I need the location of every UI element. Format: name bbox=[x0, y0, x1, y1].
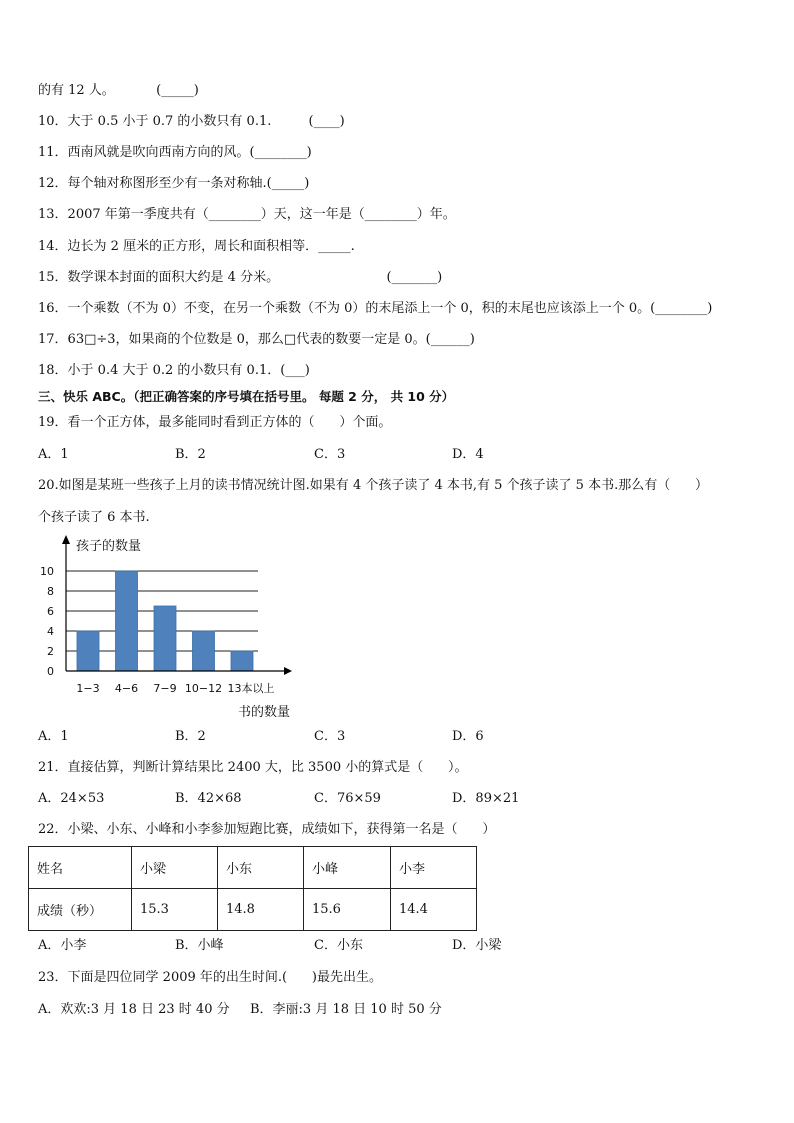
q21-option-a: A．24×53 bbox=[38, 791, 105, 806]
table-cell: 15.3 bbox=[132, 889, 218, 931]
q21-option-b: B．42×68 bbox=[175, 791, 242, 806]
q22-option-d: D．小梁 bbox=[452, 938, 502, 953]
question-18: 18．小于 0.4 大于 0.2 的小数只有 0.1．(___) bbox=[38, 363, 310, 378]
chart-x-tick-label: 13本以上 bbox=[227, 682, 275, 695]
chart-y-tick-label: 4 bbox=[47, 625, 54, 638]
question-10: 10．大于 0.5 小于 0.7 的小数只有 0.1. (____) bbox=[38, 114, 345, 129]
chart-y-axis-arrow bbox=[62, 535, 70, 544]
chart-x-tick-label: 1−3 bbox=[76, 682, 100, 695]
question-22: 22．小梁、小东、小峰和小李参加短跑比赛，成绩如下，获得第一名是（ ） bbox=[38, 822, 496, 837]
chart-y-tick-label: 10 bbox=[40, 565, 54, 578]
q23-option-a: A．欢欢:3 月 18 日 23 时 40 分 bbox=[38, 1002, 230, 1017]
question-16: 16．一个乘数（不为 0）不变，在另一个乘数（不为 0）的末尾添上一个 0，积的末尾也应该添上一个 0。(________) bbox=[38, 301, 713, 316]
question-14: 14．边长为 2 厘米的正方形，周长和面积相等．_____. bbox=[38, 239, 355, 254]
question-20-line2: 个孩子读了 6 本书. bbox=[38, 510, 150, 525]
table-row bbox=[29, 847, 477, 889]
q19-option-a: A．1 bbox=[38, 447, 69, 462]
question-19: 19．看一个正方体，最多能同时看到正方体的（ ）个面。 bbox=[38, 415, 392, 430]
chart-bar bbox=[77, 631, 99, 671]
q19-option-b: B．2 bbox=[175, 447, 206, 462]
chart-y-tick-label: 8 bbox=[47, 585, 54, 598]
q20-option-d: D．6 bbox=[452, 729, 484, 744]
chart-bar bbox=[154, 606, 176, 671]
chart-bar bbox=[231, 651, 253, 671]
question-13: 13．2007 年第一季度共有（________）天，这一年是（________）年。 bbox=[38, 207, 456, 222]
chart-bar bbox=[193, 631, 215, 671]
chart-y-tick-label: 6 bbox=[47, 605, 54, 618]
q21-option-d: D．89×21 bbox=[452, 791, 520, 806]
chart-bar bbox=[116, 571, 138, 671]
chart-x-tick-label: 10−12 bbox=[184, 682, 223, 695]
question-15: 15．数学课本封面的面积大约是 4 分米。 (_______) bbox=[38, 270, 443, 285]
q21-option-c: C．76×59 bbox=[314, 791, 381, 806]
question-21: 21．直接估算，判断计算结果比 2400 大，比 3500 小的算式是（ ）。 bbox=[38, 760, 468, 775]
question-12: 12．每个轴对称图形至少有一条对称轴.(_____) bbox=[38, 176, 310, 191]
q22-option-c: C．小东 bbox=[314, 938, 363, 953]
question-23: 23．下面是四位同学 2009 年的出生时间.( )最先出生。 bbox=[38, 970, 382, 985]
q22-option-a: A．小李 bbox=[38, 938, 87, 953]
race-results-table bbox=[28, 846, 477, 931]
question-11: 11．西南风就是吹向西南方向的风。(________) bbox=[38, 145, 312, 160]
table-cell: 14.8 bbox=[218, 889, 304, 931]
q19-option-d: D．4 bbox=[452, 447, 484, 462]
chart-x-axis-arrow bbox=[284, 667, 292, 675]
chart-x-tick-label: 7−9 bbox=[153, 682, 177, 695]
chart-x-tick-label: 4−6 bbox=[114, 682, 139, 695]
section-3-heading: 三、快乐 ABC。（把正确答案的序号填在括号里。 每题 2 分， 共 10 分） bbox=[38, 389, 455, 404]
reading-bar-chart bbox=[30, 530, 310, 725]
q20-option-c: C．3 bbox=[314, 729, 346, 744]
table-cell: 成绩（秒） bbox=[29, 889, 132, 931]
chart-y-tick-label: 2 bbox=[47, 645, 54, 658]
chart-y-tick-label: 0 bbox=[47, 665, 54, 678]
q23-option-b: B．李丽:3 月 18 日 10 时 50 分 bbox=[250, 1002, 442, 1017]
q20-option-a: A．1 bbox=[38, 729, 69, 744]
table-cell: 小梁 bbox=[132, 847, 218, 889]
table-cell: 姓名 bbox=[29, 847, 132, 889]
chart-y-axis-label: 孩子的数量 bbox=[76, 539, 142, 554]
chart-x-axis-label: 书的数量 bbox=[238, 705, 291, 720]
question-9-tail: 的有 12 人。 (_____) bbox=[38, 83, 199, 98]
q22-option-b: B．小峰 bbox=[175, 938, 224, 953]
table-cell: 小东 bbox=[218, 847, 304, 889]
question-20-line1: 20.如图是某班一些孩子上月的读书情况统计图.如果有 4 个孩子读了 4 本书,有 5 个孩子读了 5 本书.那么有（ ） bbox=[38, 478, 709, 493]
table-cell: 小李 bbox=[391, 847, 477, 889]
q20-option-b: B．2 bbox=[175, 729, 206, 744]
q19-option-c: C．3 bbox=[314, 447, 346, 462]
table-cell: 14.4 bbox=[391, 889, 477, 931]
table-cell: 15.6 bbox=[304, 889, 391, 931]
table-cell: 小峰 bbox=[304, 847, 391, 889]
table-row bbox=[29, 889, 477, 931]
question-17: 17．63□÷3，如果商的个位数是 0，那么□代表的数要一定是 0。(______) bbox=[38, 332, 475, 347]
